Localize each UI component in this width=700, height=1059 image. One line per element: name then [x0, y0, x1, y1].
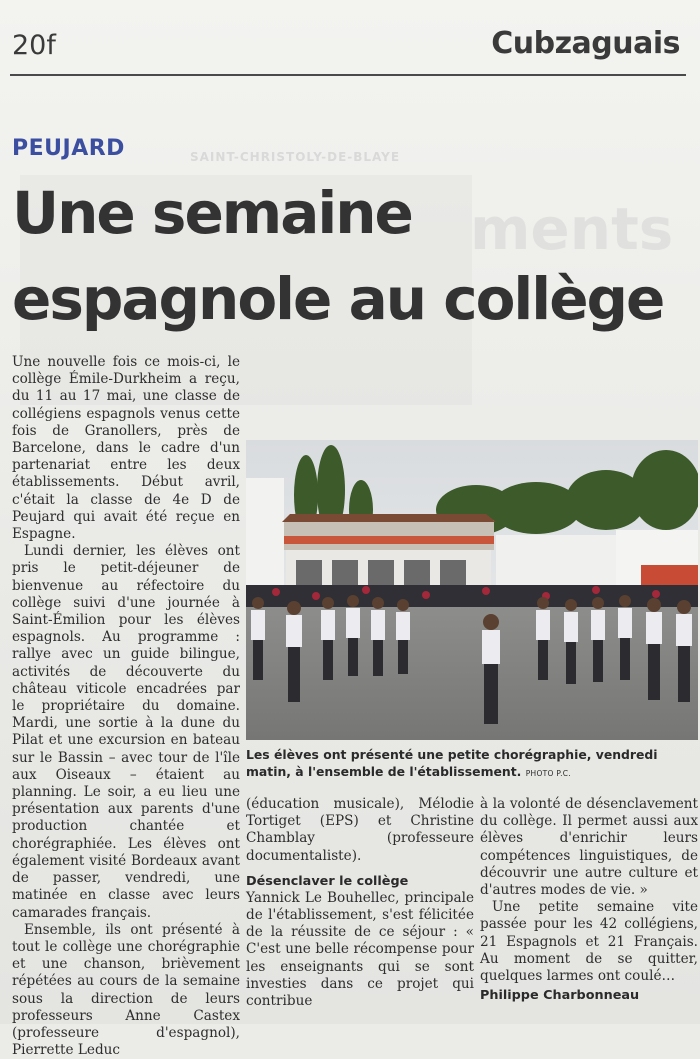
- paragraph: (éducation musicale), Mélodie Tortiget (EPS) et Christine Chamblay (professeure documentaliste).: [246, 796, 474, 864]
- section-title: Cubzaguais: [491, 26, 680, 61]
- photo-caption: [246, 746, 698, 782]
- column-1: [12, 354, 240, 1059]
- article-subhead: Désenclaver le collège: [246, 873, 409, 889]
- article-headline: [12, 170, 692, 342]
- photo-credit: PHOTO P.C.: [525, 769, 571, 778]
- paragraph: Yannick Le Bouhellec, principale de l'établissement, s'est félicitée de la réussite de ce séjour : « C'est une belle récompense pour les enseignants qui se sont investies dans ce projet qui contribue: [246, 889, 474, 1010]
- headline-line-1: Une semaine: [12, 179, 412, 247]
- headline-line-2: espagnole au collège: [12, 265, 664, 333]
- caption-text: Les élèves ont présenté une petite chorégraphie, vendredi matin, à l'ensemble de l'établissement.: [246, 747, 658, 779]
- bleed-through-text: ments: [470, 195, 674, 263]
- column-3: [480, 796, 698, 1004]
- paragraph: Ensemble, ils ont présenté à tout le collège une chorégraphie et une chanson, brièvement répétées au cours de la semaine sous la direction de leurs professeurs Anne Castex (professeure d'espagnol), Pierrette Leduc: [12, 921, 240, 1059]
- bleed-through-label: SAINT-CHRISTOLY-DE-BLAYE: [190, 150, 401, 164]
- article-byline: Philippe Charbonneau: [480, 988, 640, 1004]
- article-kicker: PEUJARD: [12, 136, 125, 161]
- article-photo: [246, 440, 698, 740]
- paragraph: Une petite semaine vite passée pour les 42 collégiens, 21 Espagnols et 21 Français. Au moment de se quitter, quelques larmes ont coulé…: [480, 899, 698, 985]
- paragraph: à la volonté de désenclavement du collège. Il permet aussi aux élèves d'enrichir leurs compétences linguistiques, de découvrir une autre culture et d'autres modes de vie. »: [480, 796, 698, 899]
- paragraph: Une nouvelle fois ce mois-ci, le collège Émile-Durkheim a reçu, du 11 au 17 mai, une classe de collégiens espagnols venus cette fois de Granollers, près de Barcelone, dans le cadre d'un partenariat entre les deux établissements. Début avril, c'était la classe de 4e D de Peujard qui avait été reçue en Espagne.: [12, 354, 240, 543]
- page-folio: 20f: [12, 30, 56, 61]
- header-rule: [10, 74, 686, 76]
- column-2: [246, 796, 474, 1010]
- paragraph: Lundi dernier, les élèves ont pris le petit-déjeuner de bienvenue au réfectoire du collège suivi d'une journée à Saint-Émilion pour les élèves espagnols. Au programme : rallye avec un guide bilingue, activités de découverte du château viticole encadrées par le propriétaire du domaine. Mardi, une sortie à la dune du Pilat et une excursion en bateau sur le Bassin – avec tour de l'île aux Oiseaux – étaient au planning. Le soir, a eu lieu une présentation aux parents d'une production chantée et chorégraphiée. Les élèves ont également visité Bordeaux avant de passer, vendredi, une matinée en classe avec leurs camarades français.: [12, 543, 240, 921]
- photo-illustration: [246, 440, 698, 740]
